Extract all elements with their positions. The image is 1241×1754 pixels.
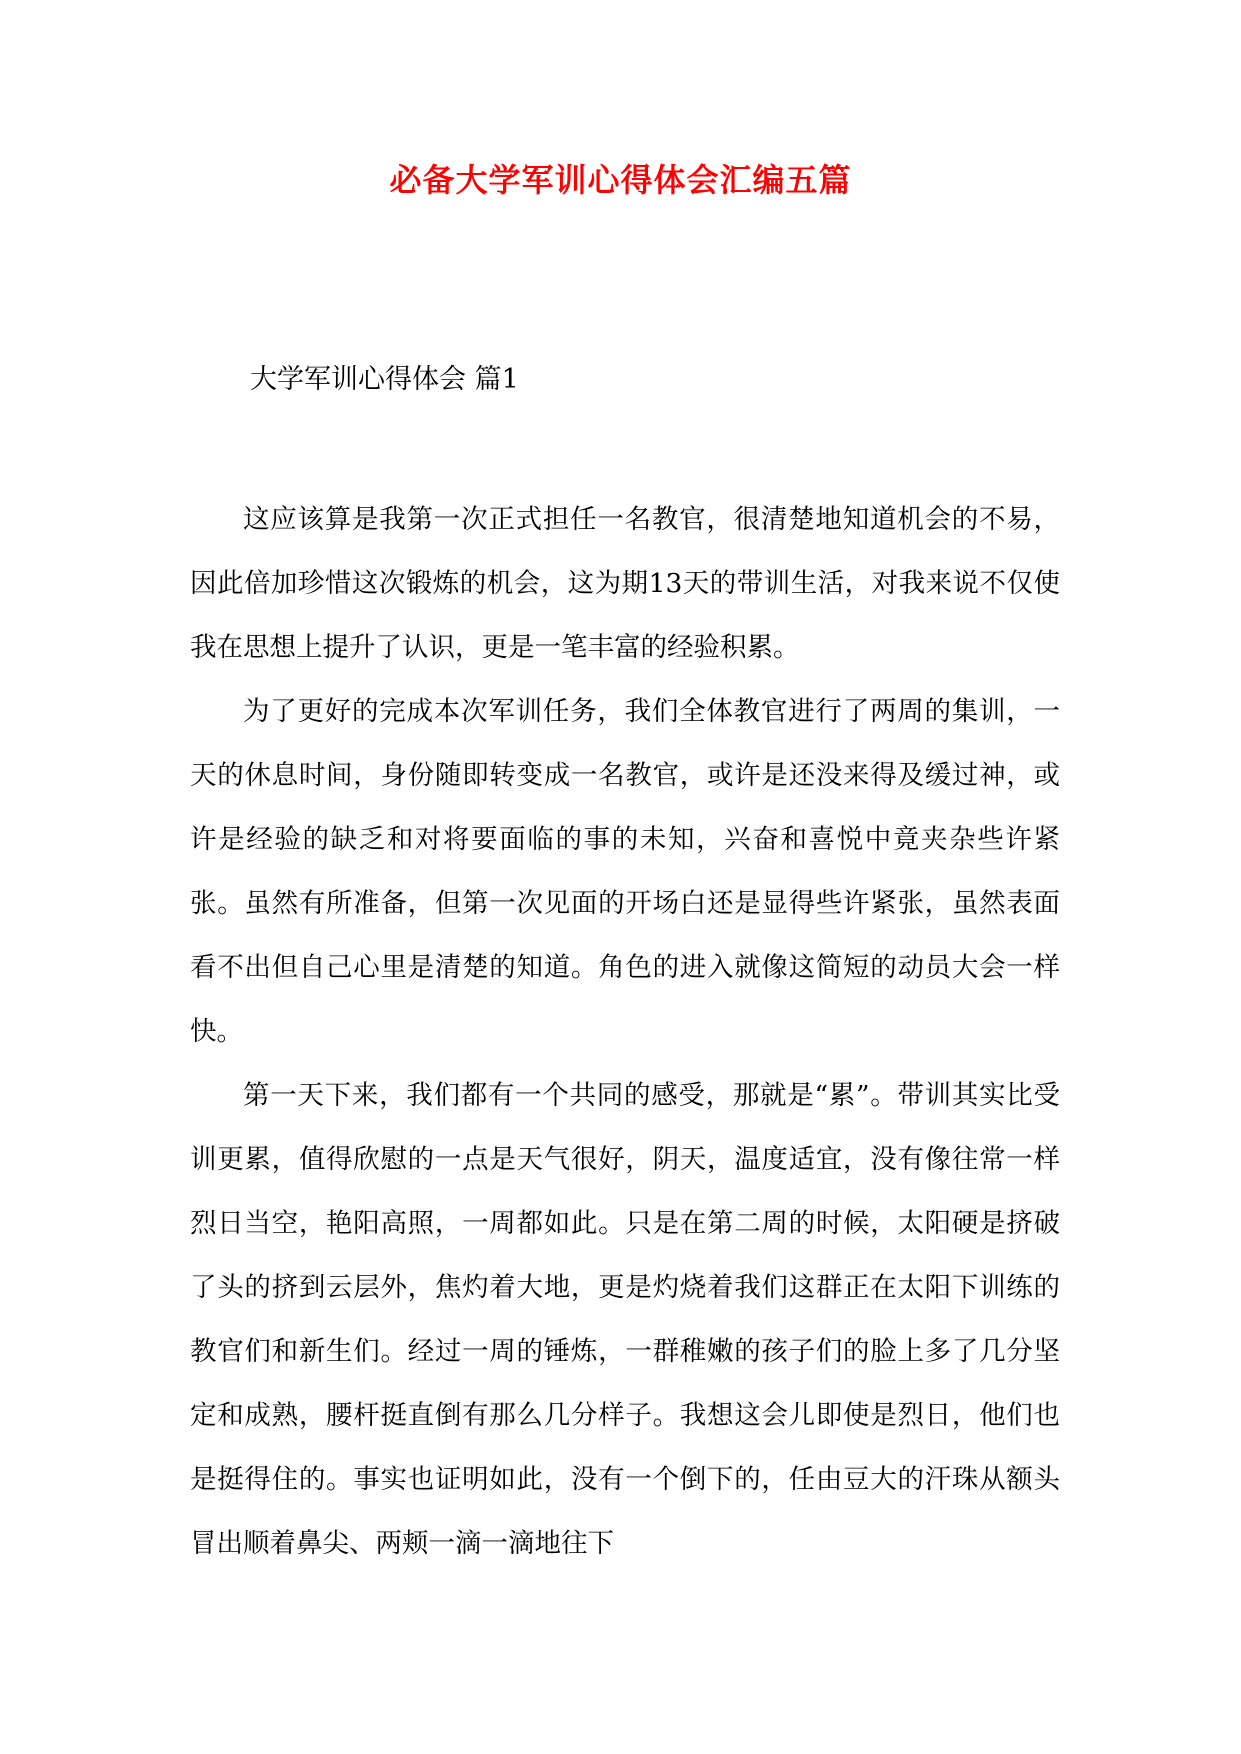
section-heading: 大学军训心得体会 篇1 [250, 364, 519, 395]
paragraph-1: 这应该算是我第一次正式担任一名教官，很清楚地知道机会的不易，因此倍加珍惜这次锻炼的机会，这为期13天的带训生活，对我来说不仅使我在思想上提升了认识，更是一笔丰富的经验积累。 [190, 504, 1060, 663]
paragraph-2: 为了更好的完成本次军训任务，我们全体教官进行了两周的集训，一天的休息时间，身份随即转变成一名教官，或许是还没来得及缓过神，或许是经验的缺乏和对将要面临的事的未知，兴奋和喜悦中竟夹杂些许紧张。虽然有所准备，但第一次见面的开场白还是显得些许紧张，虽然表面看不出但自己心里是清楚的知道。角色的进入就像这简短的动员大会一样快。 [190, 696, 1060, 1047]
body-text [190, 488, 1060, 1576]
paragraph-3: 第一天下来，我们都有一个共同的感受，那就是“累”。带训其实比受训更累，值得欣慰的一点是天气很好，阴天，温度适宜，没有像往常一样烈日当空，艳阳高照，一周都如此。只是在第二周的时候，太阳硬是挤破了头的挤到云层外，焦灼着大地，更是灼烧着我们这群正在太阳下训练的教官们和新生们。经过一周的锤炼，一群稚嫩的孩子们的脸上多了几分坚定和成熟，腰杆挺直倒有那么几分样子。我想这会儿即使是烈日，他们也是挺得住的。事实也证明如此，没有一个倒下的，任由豆大的汗珠从额头冒出顺着鼻尖、两颊一滴一滴地往下 [190, 1080, 1060, 1559]
document-title: 必备大学军训心得体会汇编五篇 [389, 161, 852, 199]
